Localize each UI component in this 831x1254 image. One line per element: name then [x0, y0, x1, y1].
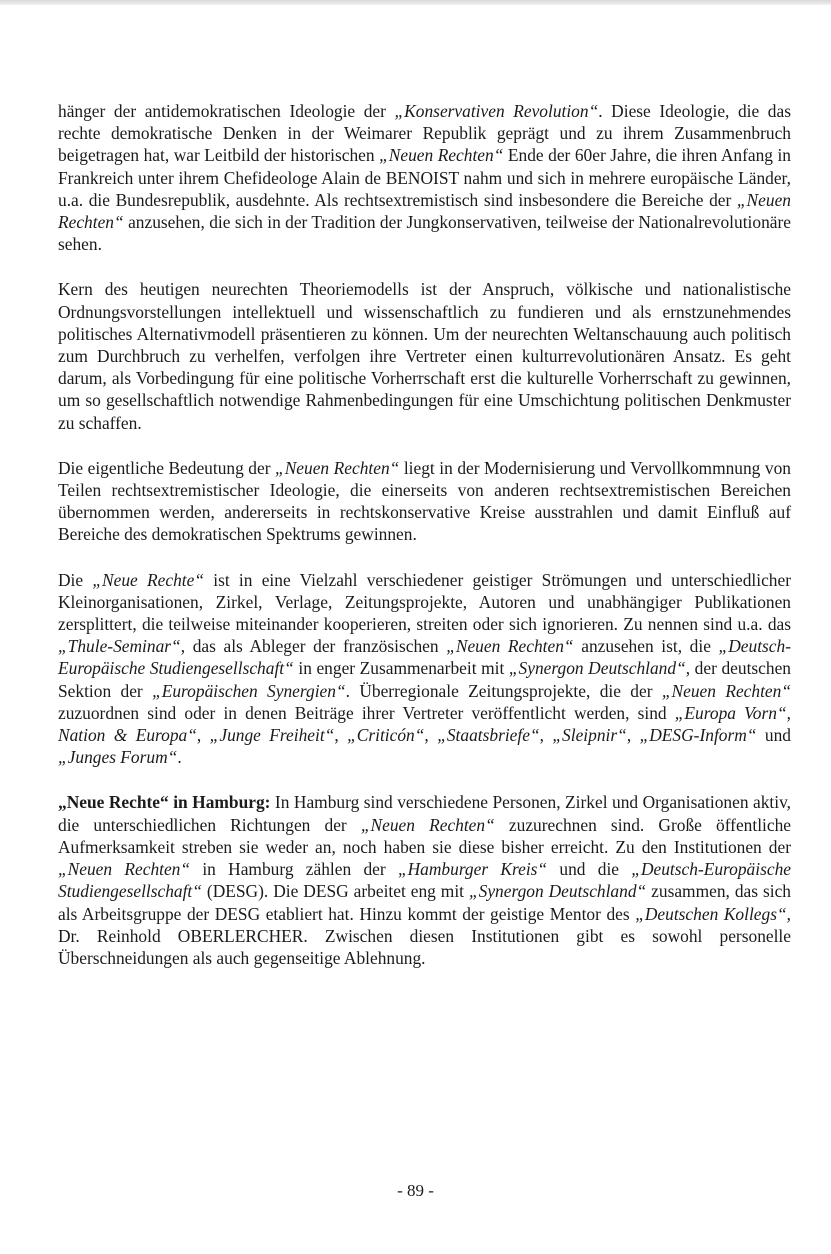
page-number: - 89 - — [397, 1181, 434, 1200]
text-run: zuzurechnen sind. Große öffentliche Aufmerksamkeit streben sie weder an, noch haben sie diese bisher erreicht. Zu den Institutionen der — [58, 814, 792, 857]
text-run: Kern des heutigen neurechten Theoriemodells ist der Anspruch, völkische und nationalistische Ordnungsvorstellungen intellektuell und wissenschaftlich zu fundieren und als ernstzunehmendes politisches Alternativmodell präsentieren zu können. Um der neurechten Weltanschauung auch politisch zum Durchbruch zu verhelfen, verfolgen ihre Vertreter einen kulturrevolutionären Ansatz. Es geht darum, als Vorbedingung für eine politische Vorherrschaft erst die kulturelle Vorherrschaft zu gewinnen, um so gesellschaftlich notwendige Rahmenbedingungen für eine Umschichtung politischen Denkmuster zu schaffen. — [58, 279, 791, 433]
italic-term: „Neuen Rechten“ — [275, 457, 400, 478]
italic-term: „Neuen Rechten“ — [446, 636, 574, 657]
italic-term: Nation & Europa“ — [58, 725, 197, 746]
text-run: (DESG). Die DESG arbeitet eng mit — [201, 881, 469, 902]
text-run: und die — [547, 859, 632, 880]
text-run: . — [177, 747, 182, 768]
text-run: Ende der 60er Jahre, die ihren Anfang in Frankreich unter ihrem Chefideologe Alain de BENOIST nahm und sich in mehrere europäische Länder, u.a. die Bundesrepublik, ausdehnte. Als rechtsextremistisch sind insbesondere die Bereiche der — [58, 145, 791, 210]
italic-term: „Deutschen Kollegs“ — [635, 903, 787, 924]
italic-term: „Europäischen Synergien“ — [152, 680, 346, 701]
text-run: zuzuordnen sind oder in denen Beiträge ihrer Vertreter veröffentlicht werden, sind — [58, 702, 675, 723]
paragraph-theoriemodell — [58, 278, 791, 433]
paragraph-bedeutung — [58, 457, 791, 546]
text-run: Die — [58, 569, 93, 590]
text-run: Die eigentliche Bedeutung der — [58, 457, 276, 478]
italic-term: „DESG-Inform“ — [639, 725, 757, 746]
text-run: anzusehen, die sich in der Tradition der Jungkonservativen, teilweise der Nationalrevolutionäre sehen. — [58, 212, 791, 255]
text-run: hänger der antidemokratischen Ideologie der — [58, 101, 395, 121]
text-run: , — [424, 725, 438, 746]
text-run: liegt in der Modernisierung und Vervollkommnung von Teilen rechtsextremistischer Ideologie, die einerseits von anderen rechtsextremistischen Bereichen übernommen werden, andererseits in rechtskonservative Kreise ausstrahlen und damit Einfluß auf Bereiche des demokratischen Spektrums gewinnen. — [58, 457, 791, 545]
italic-term: „Konservativen Revolution“ — [394, 101, 599, 121]
italic-term: „Synergon Deutschland“ — [468, 881, 647, 902]
italic-term: „Thule-Seminar“ — [58, 636, 181, 657]
italic-term: „Neuen Rechten“ — [661, 680, 792, 701]
italic-term: „Deutsch-Europäische Studiengesellschaft“ — [58, 859, 791, 902]
italic-term: „Junge Freiheit“ — [209, 725, 335, 746]
italic-term: „Neue Rechte“ — [92, 569, 204, 590]
italic-term: „Hamburger Kreis“ — [397, 859, 548, 880]
italic-term: „Sleipnir“ — [552, 725, 627, 746]
text-run: , — [626, 725, 640, 746]
text-run: . Überregionale Zeitungsprojekte, die der — [345, 680, 662, 701]
paragraph-stroemungen — [58, 569, 791, 769]
text-run: , — [196, 725, 210, 746]
italic-term: „Staatsbriefe“ — [437, 725, 540, 746]
scan-top-edge — [0, 0, 831, 5]
italic-term: „Synergon Deutschland“ — [508, 658, 686, 679]
italic-term: „Criticón“ — [347, 725, 425, 746]
paragraph-konservative-revolution — [58, 100, 791, 255]
text-run: ist in eine Vielzahl verschiedener geistiger Strömungen und unterschiedlicher Kleinorganisationen, Zirkel, Verlage, Zeitungsprojekte, Autoren und unabhängiger Publikationen zersplittert, die teilweise miteinander kooperieren, streiten oder sich ignorieren. Zu nennen sind u.a. das — [58, 569, 791, 635]
italic-term: „Neuen Rechten“ — [379, 145, 504, 166]
text-run: , — [334, 725, 348, 746]
text-run: , der deutschen Sektion der — [58, 658, 791, 701]
text-run: anzusehen ist, die — [573, 636, 719, 657]
italic-term: „Neuen Rechten“ — [58, 189, 791, 233]
text-run: In Hamburg sind verschiedene Personen, Zirkel und Organisationen aktiv, die unterschiedlichen Richtungen der — [58, 792, 792, 835]
italic-term: „Neuen Rechten“ — [360, 814, 495, 835]
paragraph-hamburg — [58, 791, 791, 969]
text-run: , — [539, 725, 553, 746]
page-body — [58, 100, 791, 992]
text-run: . Diese Ideologie, die das rechte demokratische Denken in der Weimarer Republik geprägt und zu ihrem Zusammenbruch beigetragen hat, war Leitbild der historischen — [58, 101, 791, 166]
text-run: , das als Ableger der französischen — [180, 636, 447, 657]
text-run: in enger Zusammenarbeit mit — [293, 658, 509, 679]
bold-heading: „Neue Rechte“ in Hamburg: — [58, 792, 271, 813]
text-run: in Hamburg zählen der — [190, 859, 398, 880]
italic-term: „Europa Vorn“ — [674, 702, 787, 723]
italic-term: „Neuen Rechten“ — [58, 859, 191, 880]
italic-term: „Deutsch-Europäische Studiengesellschaft“ — [58, 636, 791, 679]
text-run: und — [756, 725, 791, 746]
text-run: , — [786, 702, 791, 723]
text-run: zusammen, das sich als Arbeitsgruppe der DESG etabliert hat. Hinzu kommt der geistige Mentor des — [58, 881, 791, 924]
text-run: , Dr. Reinhold OBERLERCHER. Zwischen diesen Institutionen gibt es sowohl personelle Überschneidungen als auch gegenseitige Ablehnung. — [58, 903, 791, 968]
italic-term: „Junges Forum“ — [58, 747, 178, 768]
